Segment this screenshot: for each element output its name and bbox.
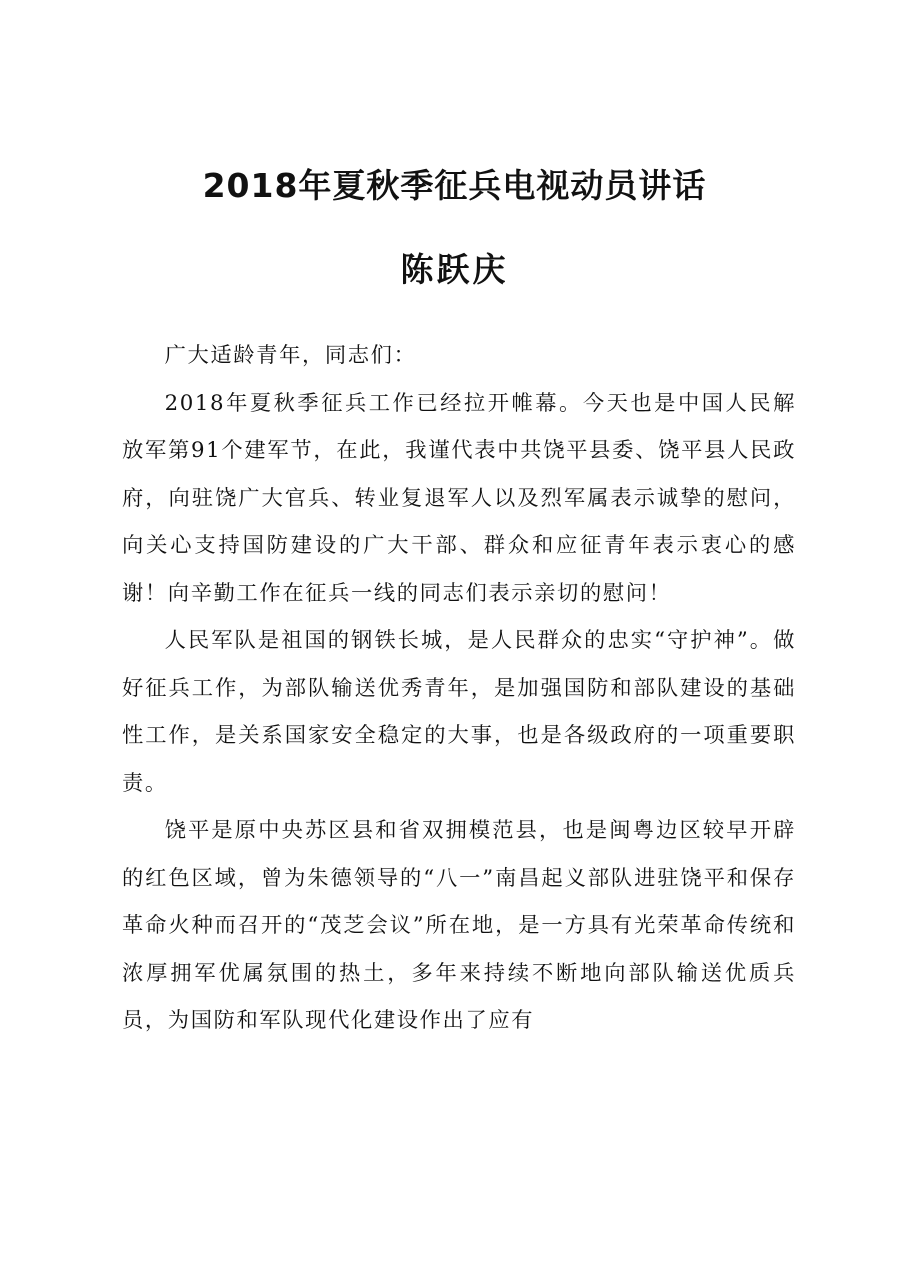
opening-paragraph: 2018年夏秋季征兵工作已经拉开帷幕。今天也是中国人民解放军第91个建军节，在此，我谨代表中共饶平县委、饶平县人民政府，向驻饶广大官兵、转业复退军人以及烈军属表示诚挚的慰问，向关心支持国防建设的广大干部、群众和应征青年表示衷心的感谢！向辛勤工作在征兵一线的同志们表示亲切的慰问！	[122, 390, 796, 606]
document-title: 2018年夏秋季征兵电视动员讲话	[202, 166, 707, 205]
salutation-paragraph: 广大适龄青年，同志们：	[164, 343, 417, 368]
speech-body	[122, 332, 796, 1045]
author-name: 陈跃庆	[400, 250, 509, 289]
army-importance-paragraph: 人民军队是祖国的钢铁长城，是人民群众的忠实“守护神”。做好征兵工作，为部队输送优秀青年，是加强国防和部队建设的基础性工作，是关系国家安全稳定的大事，也是各级政府的一项重要职责。	[122, 628, 796, 796]
raoping-history-paragraph: 饶平是原中央苏区县和省双拥模范县，也是闽粤边区较早开辟的红色区域，曾为朱德领导的“八一”南昌起义部队进驻饶平和保存革命火种而召开的“茂芝会议”所在地，是一方具有光荣革命传统和浓厚拥军优属氛围的热土，多年来持续不断地向部队输送优质兵员，为国防和军队现代化建设作出了应有	[122, 818, 796, 1033]
